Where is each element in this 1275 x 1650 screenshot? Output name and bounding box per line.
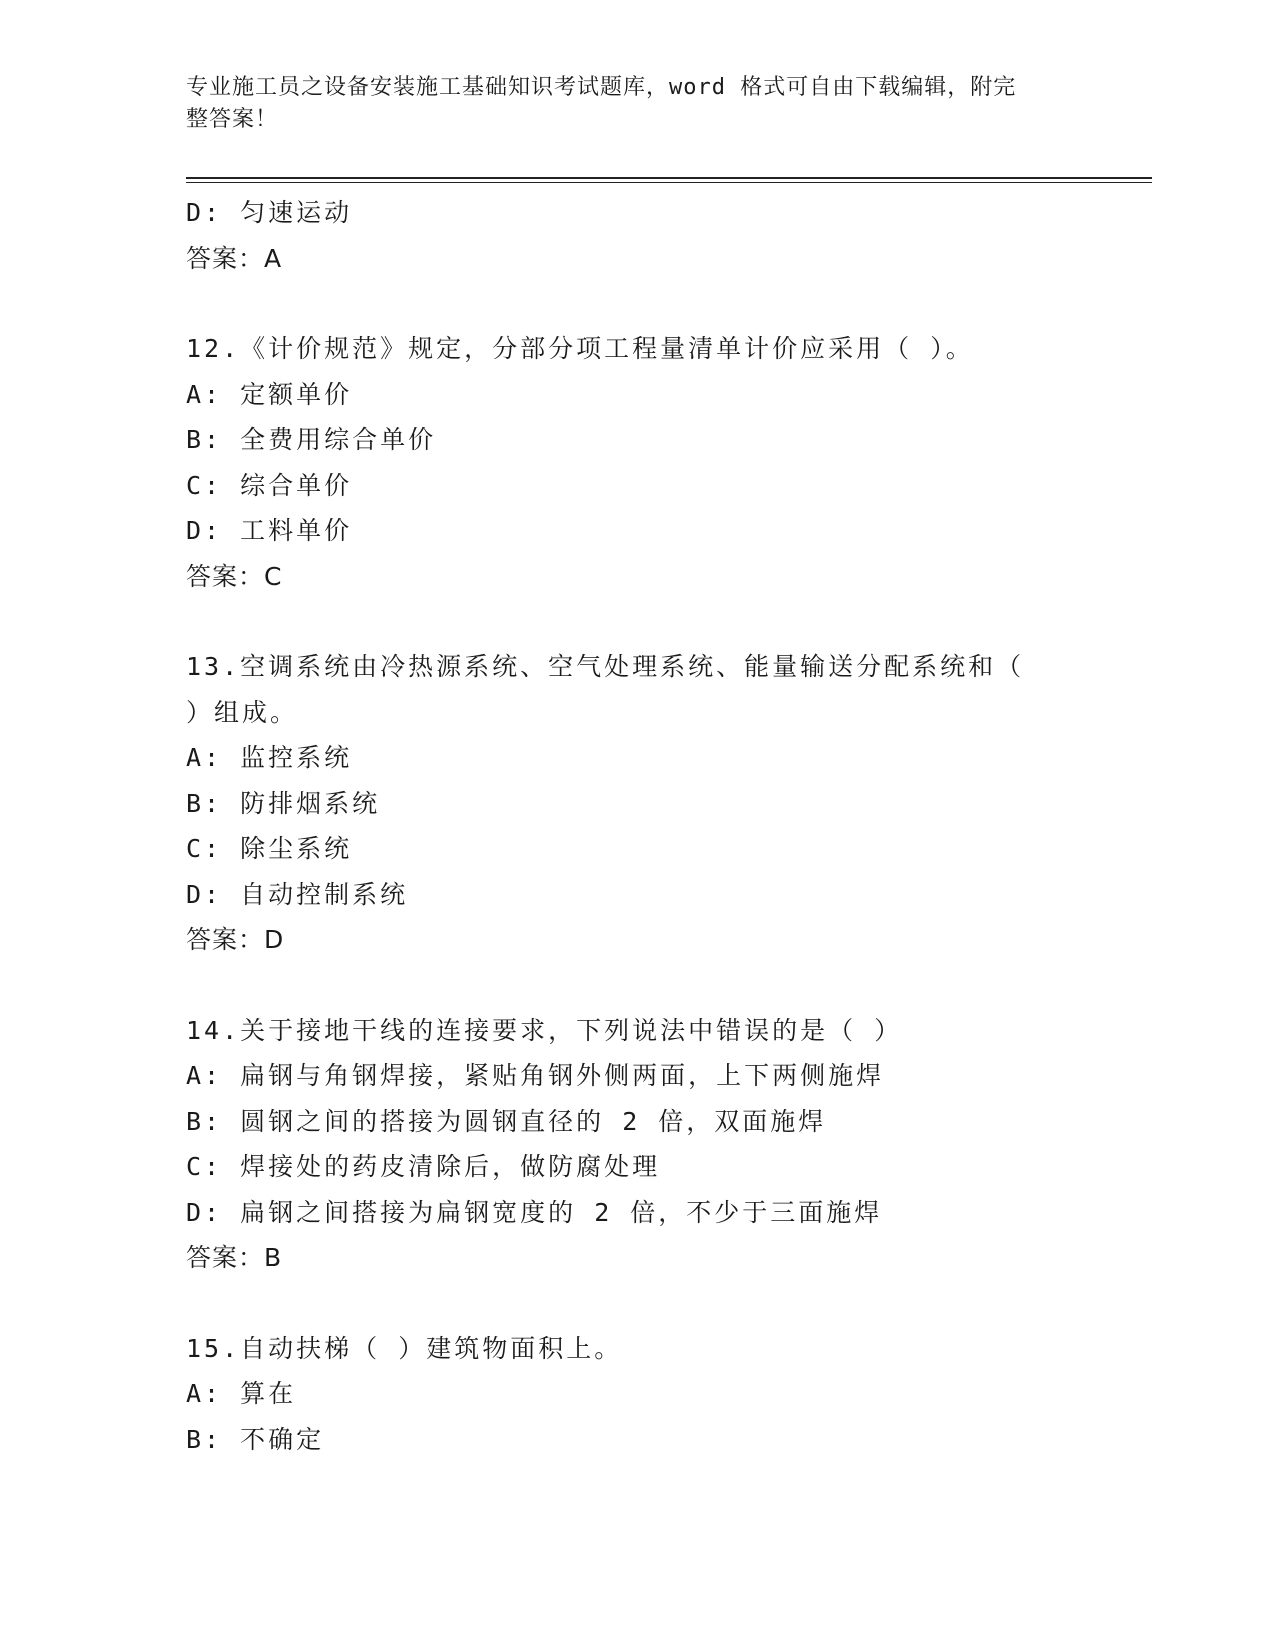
question-15 (186, 1326, 1146, 1463)
option-c: C: 除尘系统 (186, 834, 353, 863)
option-a: A: 监控系统 (186, 743, 353, 772)
question-stem: 14.关于接地干线的连接要求，下列说法中错误的是（ ） (186, 1015, 903, 1045)
option-a: A: 定额单价 (186, 379, 353, 409)
document-header (186, 72, 1066, 136)
question-13 (186, 644, 1146, 963)
question-list (186, 190, 1146, 1462)
option-d: D: 匀速运动 (186, 198, 353, 227)
question-14 (186, 1008, 1146, 1281)
answer-label: 答案：C (186, 561, 283, 591)
spacer (186, 1281, 1146, 1326)
answer-label: 答案：B (186, 1243, 283, 1272)
option-d: D: 工料单价 (186, 516, 353, 545)
option-b: B: 不确定 (186, 1424, 325, 1454)
previous-question-tail (186, 190, 1146, 281)
option-d: D: 扁钢之间搭接为扁钢宽度的 2 倍，不少于三面施焊 (186, 1197, 883, 1227)
option-b: B: 防排烟系统 (186, 788, 381, 818)
option-c: C: 焊接处的药皮清除后，做防腐处理 (186, 1152, 661, 1181)
header-line-2: 整答案！ (186, 107, 279, 132)
question-stem-line-2: ）组成。 (186, 697, 299, 727)
option-b: B: 圆钢之间的搭接为圆钢直径的 2 倍，双面施焊 (186, 1106, 827, 1136)
option-a: A: 扁钢与角钢焊接，紧贴角钢外侧两面，上下两侧施焊 (186, 1061, 885, 1090)
answer-label: 答案：A (186, 243, 283, 273)
spacer (186, 599, 1146, 644)
option-b: B: 全费用综合单价 (186, 425, 437, 454)
spacer (186, 281, 1146, 326)
header-divider-thin (186, 182, 1152, 183)
option-a: A: 算在 (186, 1379, 297, 1408)
header-line-1: 专业施工员之设备安装施工基础知识考试题库，word 格式可自由下载编辑，附完 (186, 75, 1017, 100)
answer-label: 答案：D (186, 925, 285, 954)
question-12 (186, 326, 1146, 599)
spacer (186, 963, 1146, 1008)
option-c: C: 综合单价 (186, 470, 353, 500)
header-divider-thick (186, 177, 1152, 179)
option-d: D: 自动控制系统 (186, 879, 409, 909)
question-stem: 12.《计价规范》规定，分部分项工程量清单计价应采用（ ）。 (186, 334, 974, 363)
question-stem: 15.自动扶梯（ ）建筑物面积上。 (186, 1333, 623, 1363)
question-stem-line-1: 13.空调系统由冷热源系统、空气处理系统、能量输送分配系统和（ (186, 652, 1025, 681)
